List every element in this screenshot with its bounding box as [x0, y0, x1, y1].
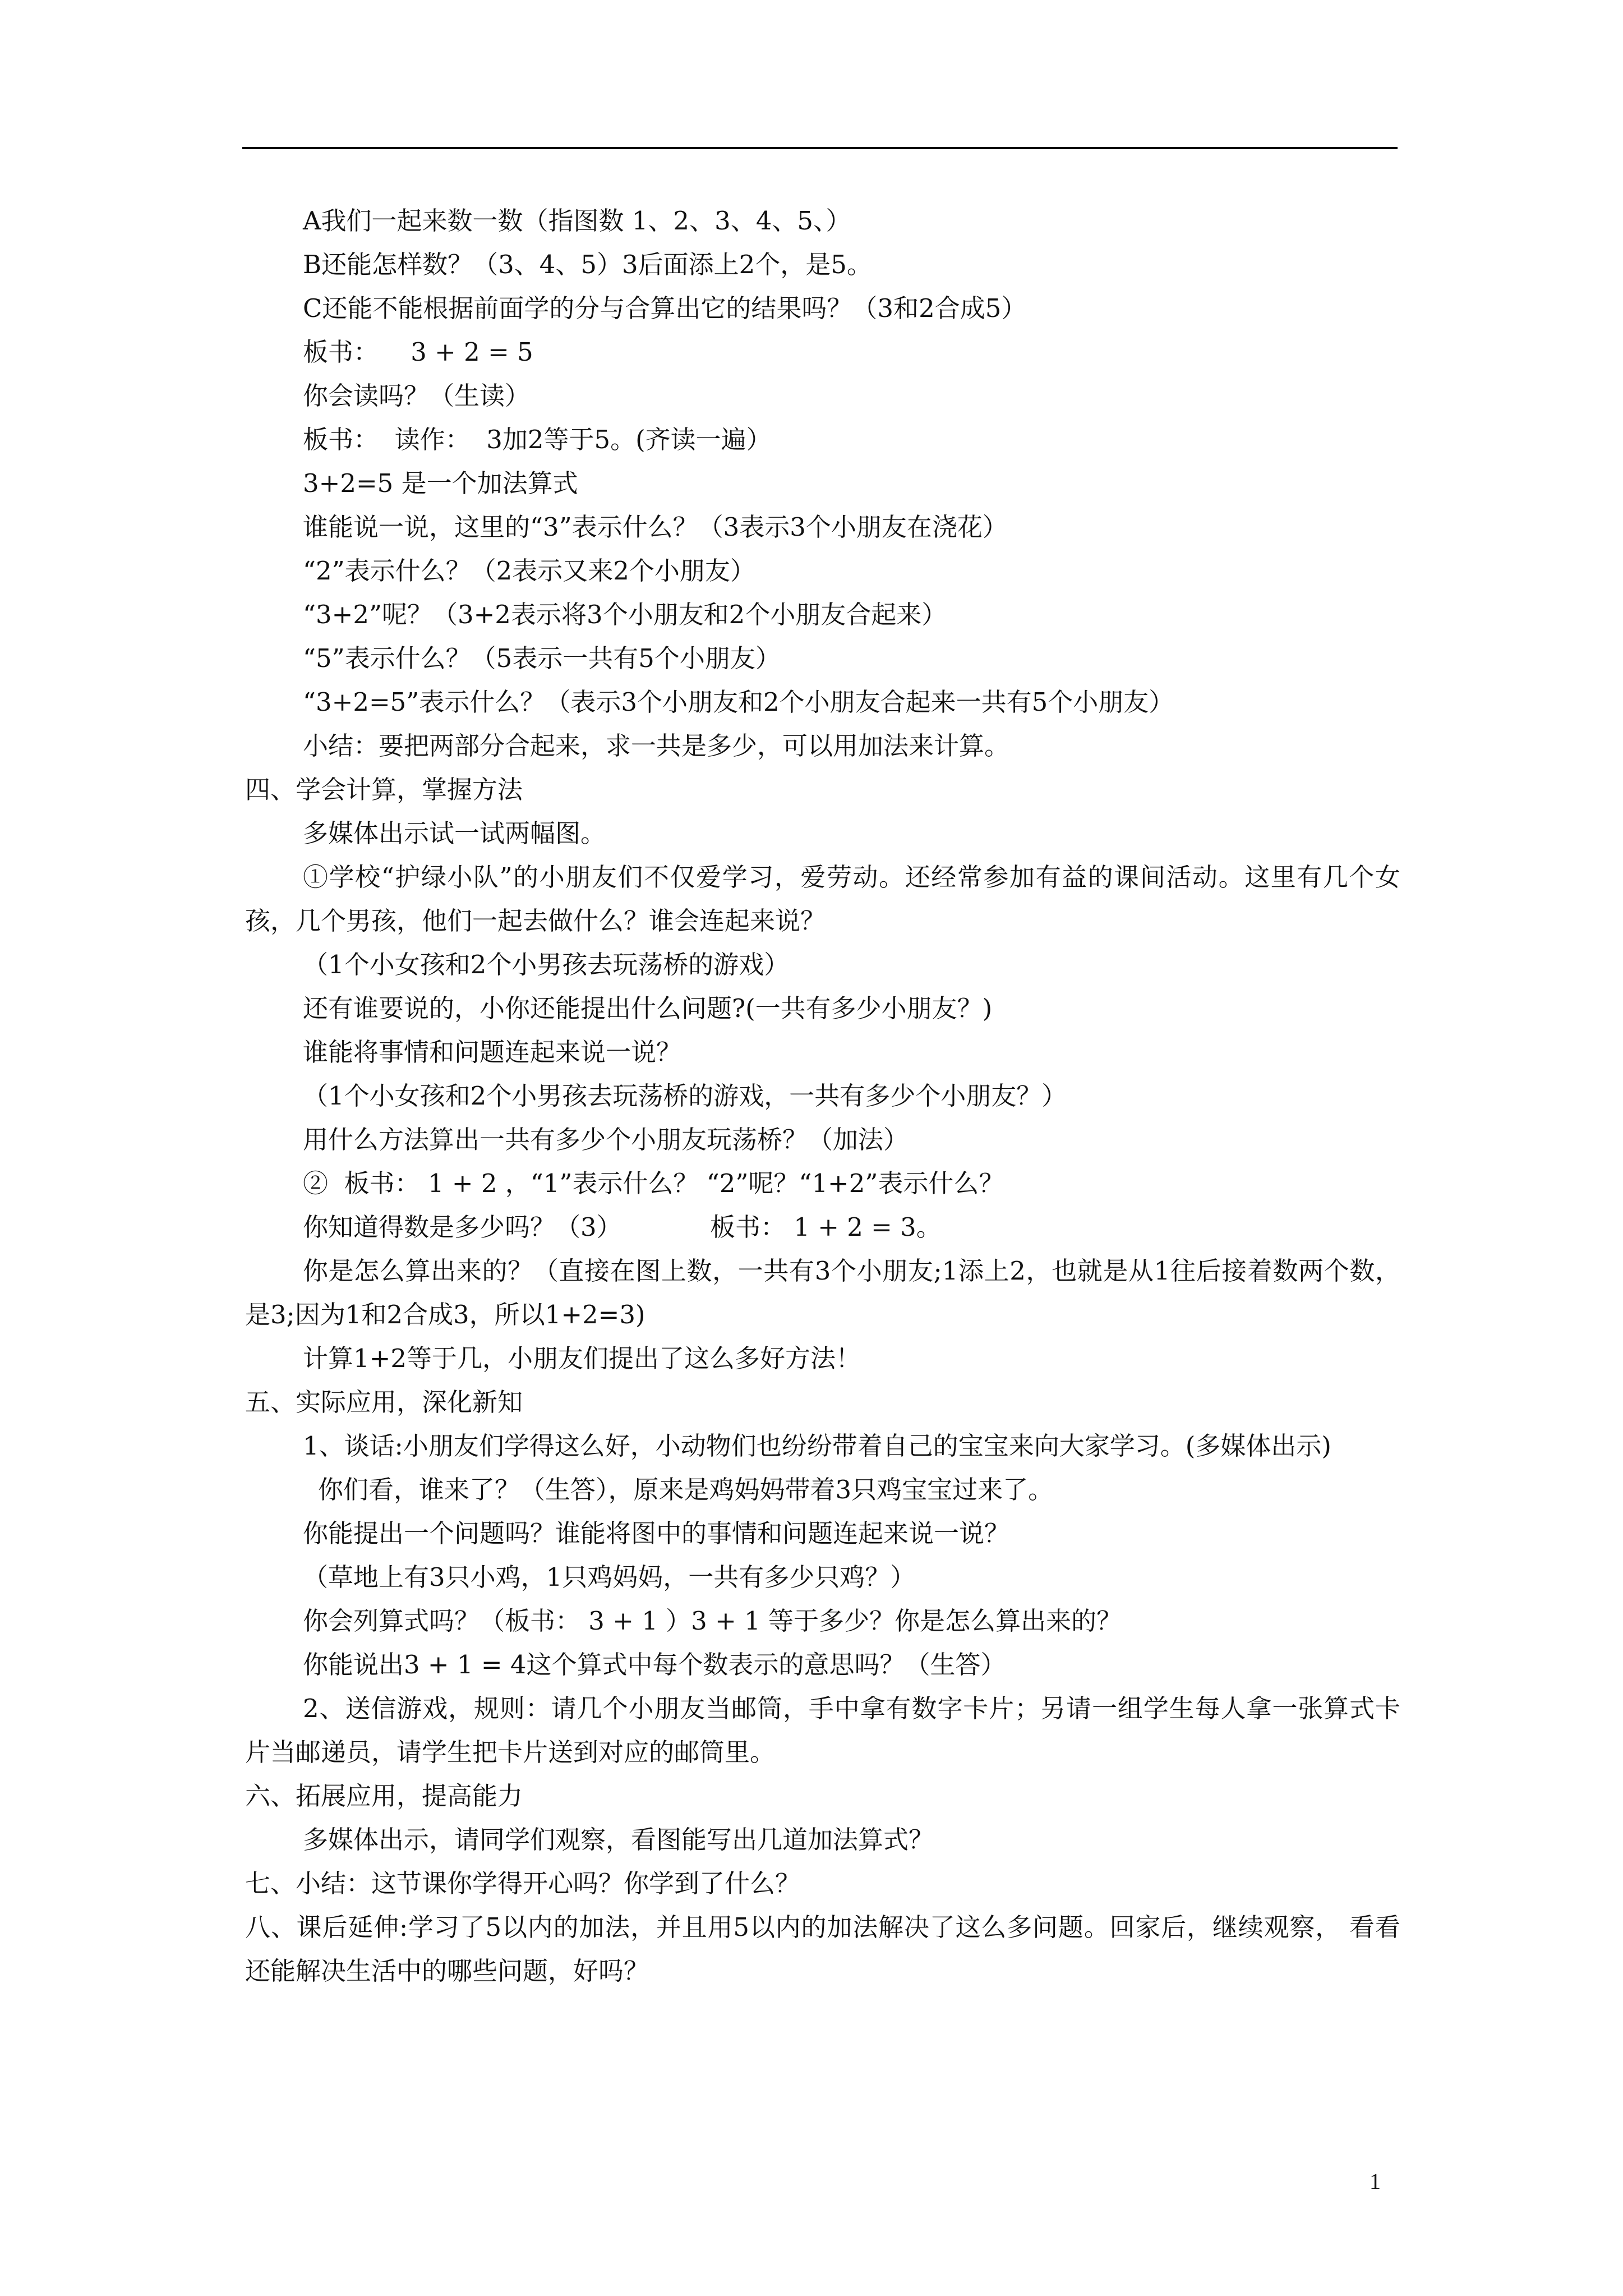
- paragraph: 谁能将事情和问题连起来说一说？: [303, 1037, 682, 1067]
- section-heading: 四、学会计算，掌握方法: [245, 775, 523, 804]
- paragraph: 你能说出3 + 1 = 4这个算式中每个数表示的意思吗？（生答）: [303, 1650, 1006, 1680]
- paragraph: B还能怎样数？（3、4、5）3后面添上2个，是5。: [303, 250, 872, 279]
- paragraph: 计算1+2等于几，小朋友们提出了这么多好方法！: [303, 1343, 861, 1373]
- paragraph: 2、送信游戏，规则：请几个小朋友当邮筒，手中拿有数字卡片；另请一组学生每人拿一张算式卡片当邮递员，请学生把卡片送到对应的邮筒里。: [245, 1694, 1400, 1767]
- paragraph: A我们一起来数一数（指图数 1、2、3、4、5、）: [303, 206, 851, 236]
- section-heading: 六、拓展应用，提高能力: [245, 1781, 523, 1811]
- paragraph: （草地上有3只小鸡，1只鸡妈妈，一共有多少只鸡？）: [303, 1562, 916, 1592]
- section-heading: 五、实际应用，深化新知: [245, 1387, 523, 1417]
- paragraph: 你会列算式吗？（板书： 3 + 1 ）3 + 1 等于多少？你是怎么算出来的？: [303, 1606, 1122, 1636]
- paragraph: 谁能说一说，这里的“3”表示什么？（3表示3个小朋友在浇花）: [303, 512, 1008, 542]
- paragraph: 你知道得数是多少吗？（3） 板书： 1 + 2 = 3。: [303, 1212, 942, 1242]
- section-heading: 八、课后延伸:学习了5以内的加法，并且用5以内的加法解决了这么多问题。回家后，继续观察， 看看还能解决生活中的哪些问题，好吗？: [245, 1912, 1400, 1986]
- paragraph: “5”表示什么？（5表示一共有5个小朋友）: [303, 643, 781, 673]
- paragraph: 你能提出一个问题吗？谁能将图中的事情和问题连起来说一说？: [303, 1519, 1010, 1548]
- paragraph: 你是怎么算出来的？（直接在图上数，一共有3个小朋友;1添上2，也就是从1往后接着数两个数，是3;因为1和2合成3，所以1+2=3): [245, 1256, 1400, 1329]
- page-number: 1: [1370, 2169, 1381, 2194]
- paragraph: “3+2=5”表示什么？（表示3个小朋友和2个小朋友合起来一共有5个小朋友）: [303, 687, 1174, 717]
- paragraph: 小结：要把两部分合起来，求一共是多少，可以用加法来计算。: [303, 731, 1010, 761]
- paragraph: 多媒体出示试一试两幅图。: [303, 818, 606, 848]
- paragraph: 板书： 读作： 3加2等于5。(齐读一遍）: [303, 425, 772, 454]
- paragraph: 1、谈话:小朋友们学得这么好，小动物们也纷纷带着自己的宝宝来向大家学习。(多媒体出示): [303, 1431, 1331, 1461]
- header-rule: [242, 147, 1398, 149]
- paragraph: 多媒体出示，请同学们观察，看图能写出几道加法算式？: [303, 1825, 934, 1855]
- document-body: [245, 199, 1400, 1993]
- paragraph: （1个小女孩和2个小男孩去玩荡桥的游戏，一共有多少个小朋友？）: [303, 1081, 1067, 1111]
- paragraph: 你们看，谁来了？（生答），原来是鸡妈妈带着3只鸡宝宝过来了。: [318, 1475, 1054, 1504]
- paragraph: 板书： 3 + 2 = 5: [303, 337, 533, 367]
- paragraph: ①学校“护绿小队”的小朋友们不仅爱学习，爱劳动。还经常参加有益的课间活动。这里有几个女孩，几个男孩，他们一起去做什么？谁会连起来说？: [245, 862, 1400, 936]
- paragraph: C还能不能根据前面学的分与合算出它的结果吗？（3和2合成5）: [303, 293, 1027, 323]
- paragraph: “2”表示什么？（2表示又来2个小朋友）: [303, 556, 755, 586]
- paragraph: （1个小女孩和2个小男孩去玩荡桥的游戏）: [303, 950, 790, 979]
- paragraph: 你会读吗？（生读）: [303, 381, 531, 411]
- paragraph: 用什么方法算出一共有多少个小朋友玩荡桥？（加法）: [303, 1125, 909, 1154]
- paragraph: 还有谁要说的，小你还能提出什么问题?(一共有多少小朋友？): [303, 993, 993, 1023]
- paragraph: 3+2=5 是一个加法算式: [303, 468, 578, 498]
- paragraph: “3+2”呢？（3+2表示将3个小朋友和2个小朋友合起来）: [303, 600, 947, 629]
- paragraph: ② 板书： 1 + 2 ，“1”表示什么？ “2”呢？“1+2”表示什么？: [303, 1168, 1004, 1198]
- section-heading: 七、小结：这节课你学得开心吗？你学到了什么？: [245, 1869, 801, 1898]
